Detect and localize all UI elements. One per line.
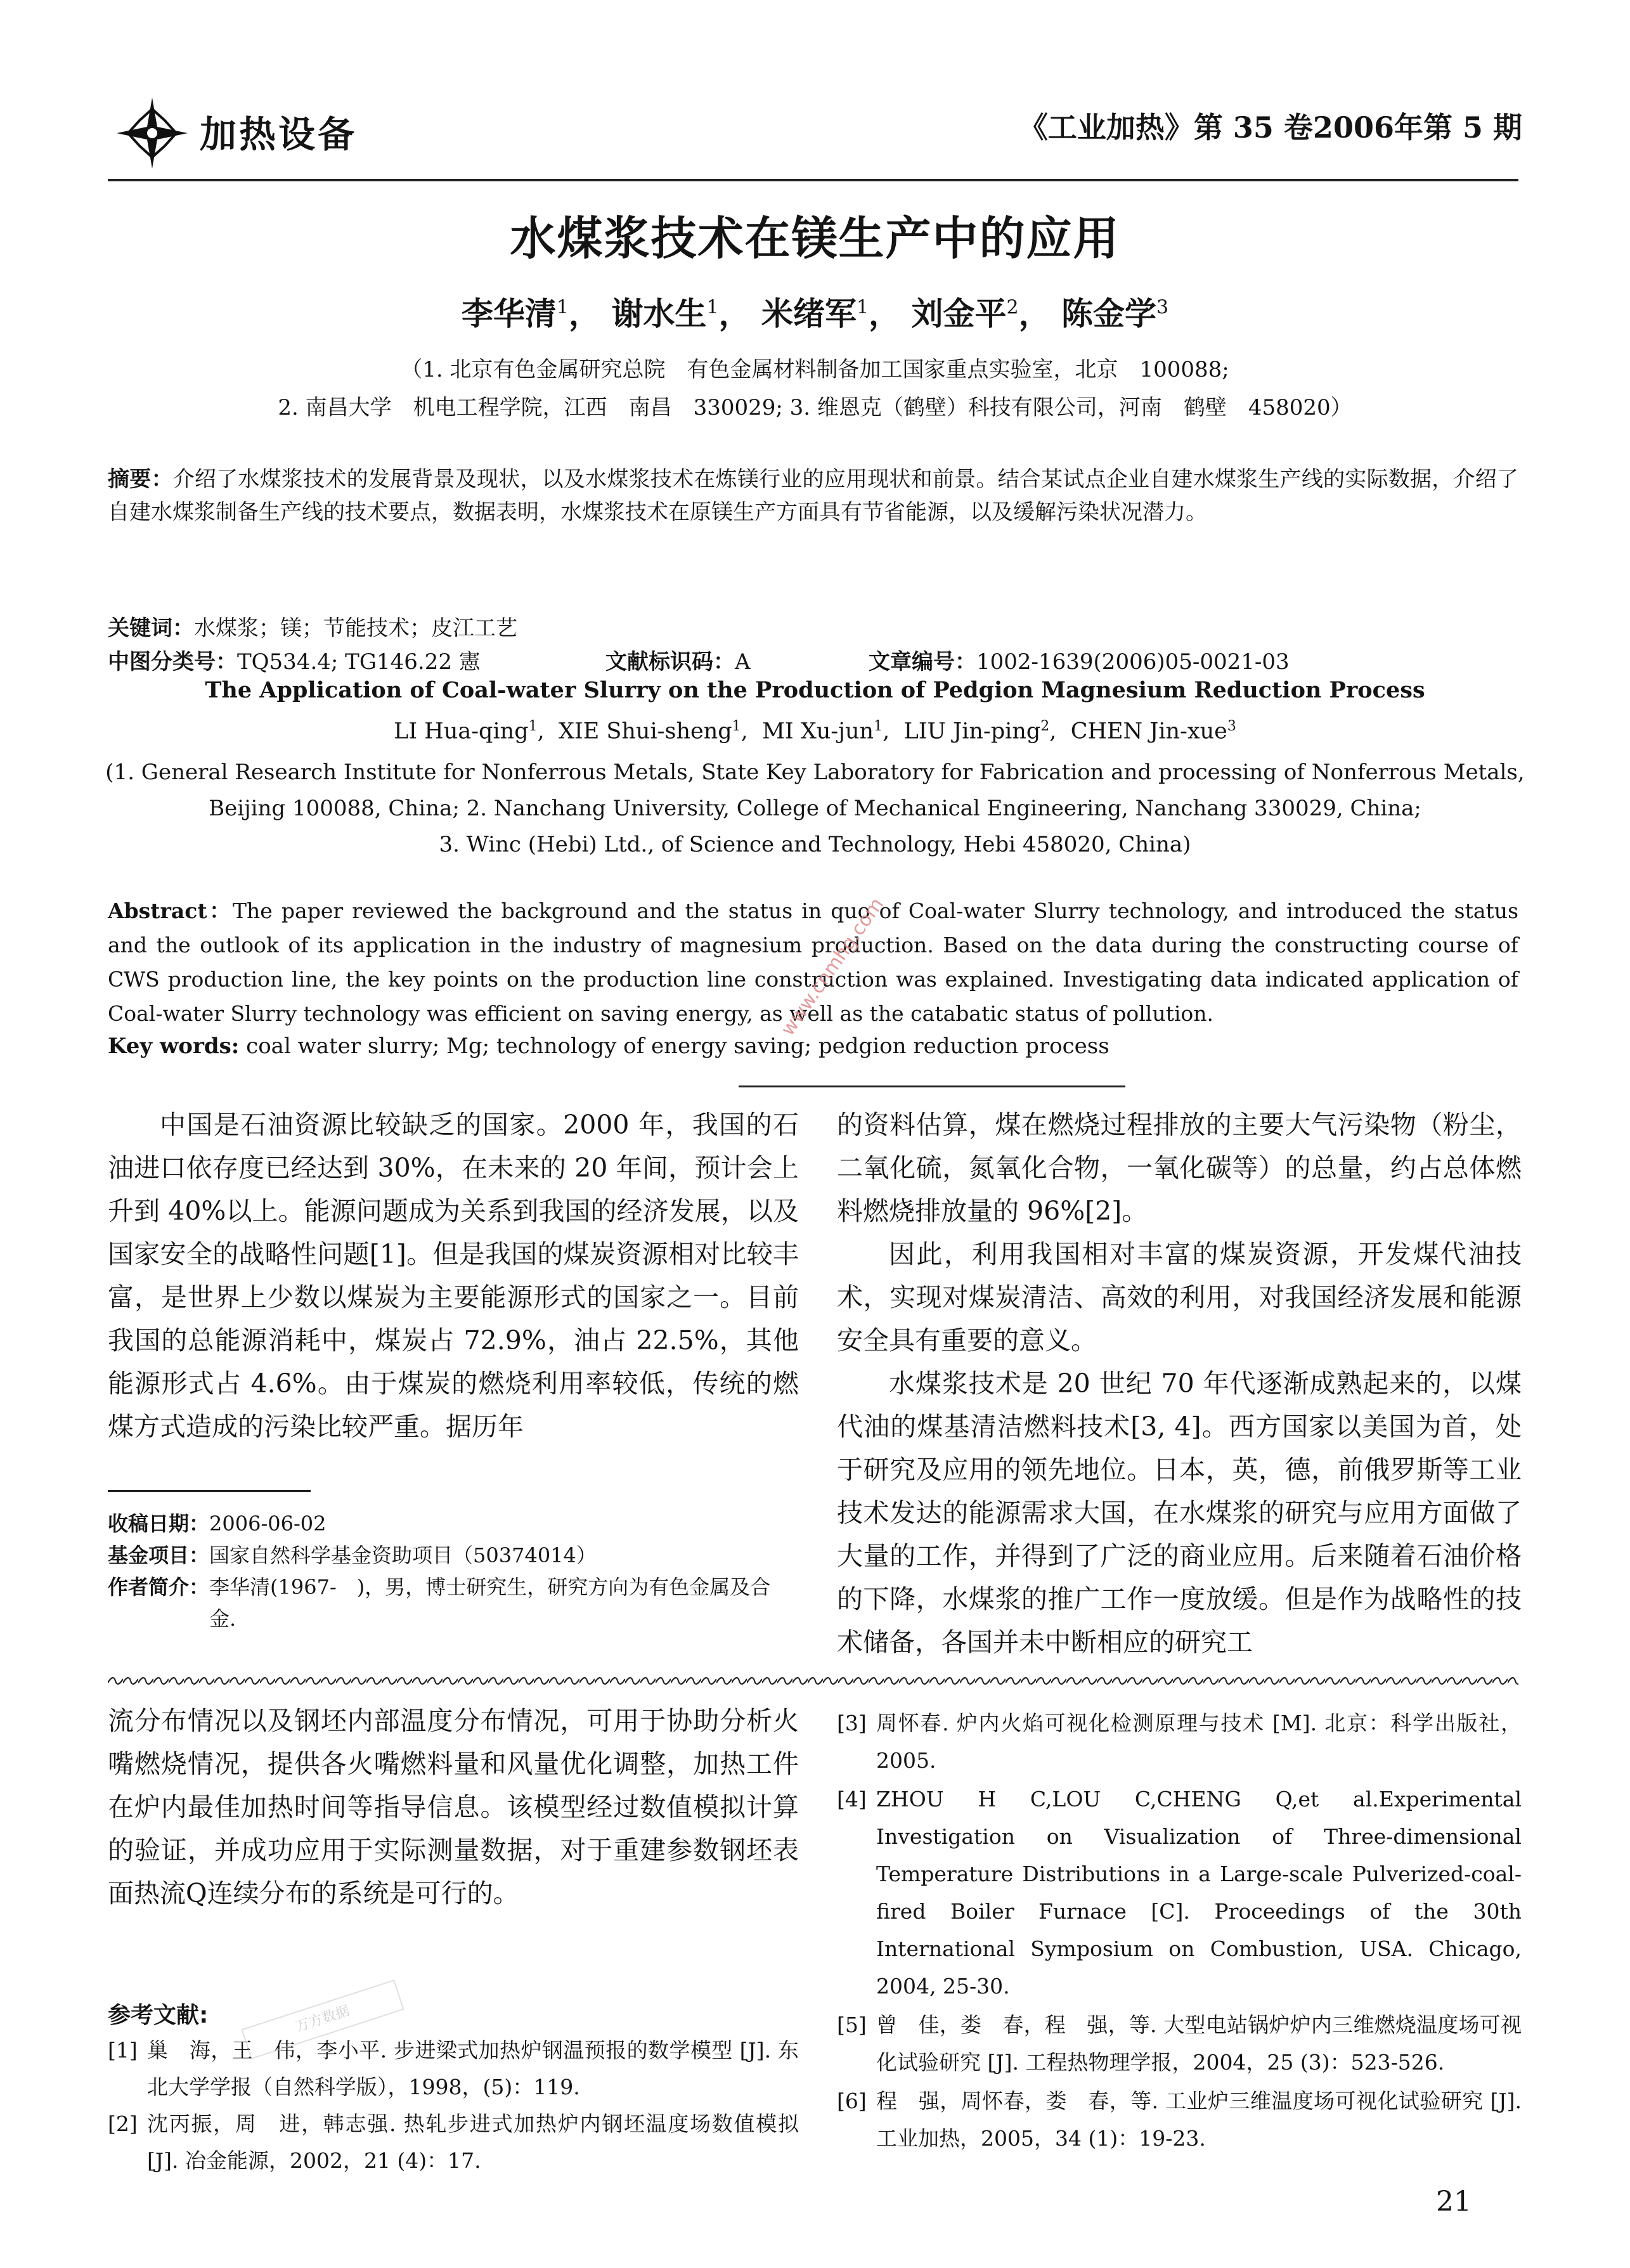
english-affiliation: 3. Winc (Hebi) Ltd., of Science and Technology, Hebi 458020, China) bbox=[439, 832, 1191, 857]
watermark-stamp: 万方数据 bbox=[241, 1980, 404, 2059]
english-keywords: Key words: coal water slurry; Mg; technology of energy saving; pedgion reduction process bbox=[108, 1034, 1109, 1059]
paragraph: 水煤浆技术是 20 世纪 70 年代逐渐成熟起来的，以煤代油的煤基清洁燃料技术[3, 4]。西方国家以美国为首，处于研究及应用的领先地位。日本，英，德，前俄罗斯等工业技术发达的能源需求大国，在水煤浆的研究与应用方面做了大量的工作，并得到了广泛的商业应用。后来随着石油价格的下降，水煤浆的推广工作一度放缓。但是作为战略性的技术储备，各国并未中断相应的研究工 bbox=[837, 1368, 1522, 1657]
column-separator bbox=[739, 1085, 1125, 1087]
references-heading: 参考文献: bbox=[108, 2002, 209, 2028]
references-right bbox=[837, 1704, 1522, 2158]
previous-article-text: 流分布情况以及钢坯内部温度分布情况，可用于协助分析火嘴燃烧情况，提供各火嘴燃料量和风量优化调整，加热工件在炉内最佳加热时间等指导信息。该模型经过数值模拟计算的验证，并成功应用于实际测量数据，对于重建参数钢坯表面热流Q连续分布的系统是可行的。 bbox=[108, 1706, 799, 1908]
english-affiliation: (1. General Research Institute for Nonferrous Metals, State Key Laboratory for Fabrication and processing of Nonferrous Metals, bbox=[105, 760, 1525, 785]
reference-item: [5] 曾 佳，娄 春，程 强，等. 大型电站锅炉炉内三维燃烧温度场可视化试验研究 [J]. 工程热物理学报，2004，25 (3)：523-526. bbox=[837, 2012, 1522, 2075]
abstract-text: 介绍了水煤浆技术的发展背景及现状，以及水煤浆技术在炼镁行业的应用现状和前景。结合某试点企业自建水煤浆生产线的实际数据，介绍了自建水煤浆制备生产线的技术要点，数据表明，水煤浆技术在原镁生产方面具有节省能源，以及缓解污染状况潜力。 bbox=[108, 467, 1518, 525]
page-number: 21 bbox=[1436, 2186, 1472, 2218]
abstract-label: Abstract bbox=[108, 898, 207, 923]
watermark: www.cnmhg.com bbox=[777, 893, 888, 1040]
body-left-column bbox=[108, 1103, 799, 1448]
paragraph: 中国是石油资源比较缺乏的国家。2000 年，我国的石油进口依存度已经达到 30%，在未来的 20 年间，预计会上升到 40%以上。能源问题成为关系到我国的经济发展，以及国家安全的战略性问题[1]。但是我国的煤炭资源相对比较丰富，是世界上少数以煤炭为主要能源形式的国家之一。目前我国的总能源消耗中，煤炭占 72.9%，油占 22.5%，其他能源形式占 4.6%。由于煤炭的燃烧利用率较低，传统的燃煤方式造成的污染比较严重。据历年 bbox=[108, 1110, 799, 1442]
body-right-column bbox=[837, 1103, 1522, 1664]
english-authors: LI Hua-qing$^1$, XIE Shui-sheng$^1$, MI Xu-jun$^1$, LIU Jin-ping$^2$, CHEN Jin-xue$^3$ bbox=[394, 718, 1236, 744]
section-title: 加热设备 bbox=[200, 113, 358, 156]
reference-item: [3] 周怀春. 炉内火焰可视化检测原理与技术 [M]. 北京：科学出版社，2005. bbox=[837, 1711, 1522, 1773]
english-affiliation: Beijing 100088, China; 2. Nanchang University, College of Mechanical Engineering, Nanchang 330029, China; bbox=[209, 796, 1421, 821]
affiliation-line: （1. 北京有色金属研究总院 有色金属材料制备加工国家重点实验室，北京 100088; bbox=[401, 357, 1229, 382]
english-abstract: Abstract：The paper reviewed the background and the status in quo of Coal-water Slurry technology, and introduced the status and the outlook of its application in the industry of magnesium production. Based on the data during the constructing course of CWS production line, the key points on the production line construction was explained. Investigating data indicated application of Coal-water Slurry technology was efficient on saving energy, as well as the catabatic status of pollution. bbox=[108, 898, 1519, 1026]
keywords-cn: 关键词：水煤浆；镁；节能技术；皮江工艺 bbox=[108, 616, 517, 641]
journal-info: 《工业加热》第 35 卷2006年第 5 期 bbox=[1018, 110, 1522, 145]
reference-item: [6] 程 强，周怀春，娄 春，等. 工业炉三维温度场可视化试验研究 [J]. 工业加热，2005，34 (1)：19-23. bbox=[837, 2089, 1522, 2151]
star-compass-icon bbox=[114, 95, 190, 171]
abstract-label: 摘要： bbox=[108, 467, 173, 492]
author: 刘金平 bbox=[911, 295, 1007, 332]
ornament-divider bbox=[108, 1674, 1518, 1688]
author: 李华清 bbox=[461, 295, 557, 332]
author-list: 李华清$^1$， 谢水生$^1$， 米绪军$^1$， 刘金平$^2$， 陈金学$^3$ bbox=[461, 295, 1169, 332]
footnotes: 收稿日期： 2006-06-02 基金项目： 国家自然科学基金资助项目（50374014） 作者简介： 李华清(1967- )，男，博士研究生，研究方向为有色金属及合金. bbox=[108, 1512, 771, 1631]
affiliation-line: 2. 南昌大学 机电工程学院，江西 南昌 330029; 3. 维恩克（鹤壁）科技有限公司，河南 鹤壁 458020） bbox=[278, 395, 1352, 420]
author: 米绪军 bbox=[761, 295, 857, 332]
abstract-cn bbox=[108, 463, 1518, 529]
paper-title: 水煤浆技术在镁生产中的应用 bbox=[510, 212, 1120, 265]
header-divider bbox=[108, 179, 1518, 181]
references-left bbox=[108, 2032, 799, 2179]
paragraph: 的资料估算，煤在燃烧过程排放的主要大气污染物（粉尘，二氧化硫，氮氧化合物，一氧化碳等）的总量，约占总体燃料燃烧排放量的 96%[2]。 bbox=[837, 1110, 1522, 1226]
reference-item: [4] ZHOU H C,LOU C,CHENG Q,et al.Experimental Investigation on Visualization of Three-dimensional Temperature Distributions in a Large-scale Pulverized-coal-fired Boiler Furnace [C]. Proceedings of the 30th International Symposium on Combustion, USA. Chicago, 2004, 25-30. bbox=[837, 1787, 1522, 1999]
reference-item: [2] 沈丙振，周 进，韩志强. 热轧步进式加热炉内钢坯温度场数值模拟 [J]. 冶金能源，2002，21 (4)：17. bbox=[108, 2111, 799, 2173]
paragraph: 因此，利用我国相对丰富的煤炭资源，开发煤代油技术，实现对煤炭清洁、高效的利用，对我国经济发展和能源安全具有重要的意义。 bbox=[837, 1239, 1522, 1356]
reference-item: [1] 巢 海，王 伟，李小平. 步进梁式加热炉钢温预报的数学模型 [J]. 东北大学学报（自然科学版），1998，(5)：119. bbox=[108, 2038, 799, 2099]
english-title: The Application of Coal-water Slurry on the Production of Pedgion Magnesium Reduction Process bbox=[205, 677, 1425, 703]
author: 谢水生 bbox=[611, 295, 707, 332]
footnote-rule bbox=[108, 1490, 311, 1492]
author: 陈金学 bbox=[1061, 295, 1156, 332]
